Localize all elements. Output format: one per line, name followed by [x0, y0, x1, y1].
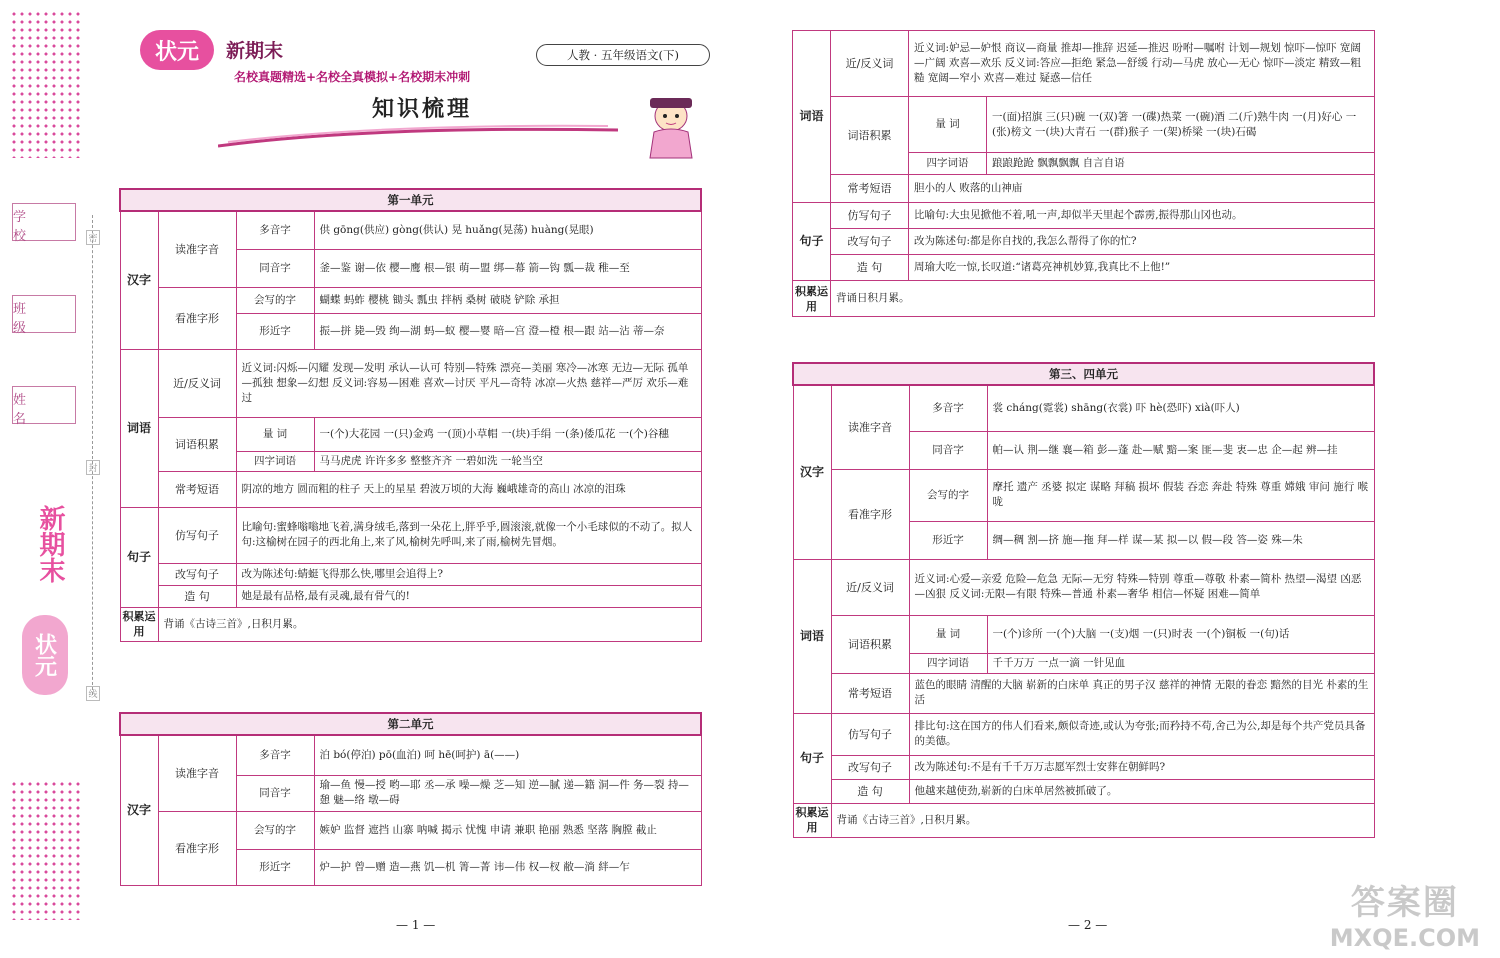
decorative-swoosh	[218, 118, 618, 148]
unit1-jilei-yun-label: 积累运用	[120, 607, 158, 641]
unit2-juzi: 句子	[793, 203, 831, 281]
unit34-zaoju-label: 造 句	[831, 779, 909, 803]
unit2-title: 第二单元	[120, 713, 701, 735]
unit2-duzhun: 读准字音	[158, 735, 236, 811]
unit2-hanzi: 汉字	[120, 735, 158, 885]
unit34-fangxie: 排比句:这在国方的伟人们看来,颇似奇迹,或认为夸张;而矜持不苟,舍己为公,却是每个共产党员具备的美德。	[909, 713, 1374, 755]
unit1-gaixie: 改为陈述句:蜻蜓飞得那么快,哪里会追得上?	[236, 563, 701, 585]
unit34-hanzi: 汉字	[793, 385, 831, 559]
unit1-kanzhun: 看准字形	[158, 287, 236, 349]
unit2-tongyin-label: 同音字	[236, 775, 314, 811]
school-field[interactable]	[12, 203, 76, 244]
unit34-gaixie-label: 改写句子	[831, 755, 909, 779]
unit2-liangci-label: 量 词	[909, 97, 987, 153]
unit34-huixie-label: 会写的字	[909, 469, 987, 521]
unit2-xingjin-label: 形近字	[236, 849, 314, 885]
unit34-fangxie-label: 仿写句子	[831, 713, 909, 755]
unit2-gaixie-label: 改写句子	[831, 229, 909, 255]
unit34-liangci-label: 量 词	[909, 615, 987, 653]
unit1-ciyu: 词语	[120, 349, 158, 507]
unit2-table-right	[792, 30, 1375, 317]
unit2-fangxie-label: 仿写句子	[831, 203, 909, 229]
unit34-sizi: 千千万万 一点一滴 一针见血	[987, 653, 1374, 673]
unit2-changkao: 胆小的人 败落的山神庙	[909, 175, 1375, 203]
unit1-duoyin-label: 多音字	[236, 211, 314, 249]
subtitle: 名校真题精选+名校全真模拟+名校期末冲刺	[234, 70, 471, 84]
unit1-jinfan: 近义词:闪烁—闪耀 发现—发明 承认—认可 特别—特殊 漂亮—美丽 寒冷—冰寒 无边—无际 孤单—孤独 想象—幻想 反义词:容易—困难 喜欢—讨厌 平凡—奇特 冰凉—火热 慈祥—严厉 欢乐—难过	[236, 349, 701, 417]
unit34-jilei-label: 词语积累	[831, 615, 909, 673]
cut-mark-xian: 线	[86, 686, 100, 701]
unit1-liangci-label: 量 词	[236, 417, 314, 451]
unit1-title: 第一单元	[120, 189, 701, 211]
unit2-liangci: 一(面)招旗 三(只)碗 一(双)箸 一(碟)热菜 一(碗)酒 二(斤)熟牛肉 一(月)好心 一(张)榜文 一(块)大青石 一(群)猴子 一(架)桥梁 一(块)石碣	[987, 97, 1375, 153]
unit34-tongyin-label: 同音字	[909, 431, 987, 469]
school-label: 学 校	[13, 210, 41, 244]
unit1-xingjin: 振—拼 毙—毁 绚—湖 蚂—蚁 樱—婴 暗—宫 澄—橙 根—跟 站—沾 蒂—奈	[314, 313, 701, 349]
cut-mark-mi: 密	[86, 230, 100, 245]
dot-pattern-bottom-left	[10, 780, 82, 920]
unit1-jilei-yun: 背诵《古诗三首》,日积月累。	[158, 607, 701, 641]
unit2-table-left	[119, 712, 702, 886]
unit1-sizi: 马马虎虎 许许多多 整整齐齐 一碧如洗 一轮当空	[314, 451, 701, 471]
unit34-xingjin: 绸—稠 割—挤 施—拖 拜—样 谋—某 拟—以 假—段 答—姿 殊—朱	[987, 521, 1374, 559]
page-number-1: — 1 —	[396, 918, 436, 932]
unit34-juzi: 句子	[793, 713, 831, 803]
unit34-tongyin: 帕—认 荆—继 襄—箱 彭—蓬 赴—赋 黯—案 匪—斐 衷—忠 企—起 辨—挂	[987, 431, 1374, 469]
unit34-liangci: 一(个)诊所 一(个)大脑 一(支)烟 一(只)时表 一(个)铜板 一(句)话	[987, 615, 1374, 653]
unit1-table	[119, 188, 702, 642]
unit34-jinfan: 近义词:心爱—亲爱 危险—危急 无际—无穷 特殊—特别 尊重—尊敬 朴素—简朴 热望—渴望 凶恶—凶狠 反义词:无限—有限 特殊—普通 朴素—奢华 相信—怀疑 困难—简单	[909, 559, 1374, 615]
unit1-zaoju-label: 造 句	[158, 585, 236, 607]
class-label: 班 级	[13, 302, 41, 336]
unit1-juzi: 句子	[120, 507, 158, 607]
unit34-gaixie: 改为陈述句:不是有千千万万志愿军烈士安葬在朝鲜吗?	[909, 755, 1374, 779]
name-label: 姓 名	[13, 393, 41, 427]
page-title: 知识梳理	[372, 96, 473, 122]
cut-mark-feng: 封	[86, 460, 100, 475]
vertical-brand-name: 新期末	[35, 505, 65, 583]
watermark-url: MXQE.COM	[1329, 924, 1480, 952]
unit2-ciyu: 词语	[793, 31, 831, 203]
unit1-tongyin-label: 同音字	[236, 249, 314, 287]
unit34-duoyin-label: 多音字	[909, 385, 987, 431]
unit2-jilei-yun-label: 积累运用	[793, 281, 831, 317]
unit1-zaoju: 她是最有品格,最有灵魂,最有骨气的!	[236, 585, 701, 607]
unit2-jinfan: 近义词:妒忌—妒恨 商议—商量 推却—推辞 迟延—推迟 吩咐—嘱咐 计划—规划 惊吓—惊吓 宽阔—广阔 欢喜—欢乐 反义词:答应—拒绝 紧急—舒缓 行动—马虎 放心—无心 惊吓—淡定 精致—粗糙 宽阔—窄小 欢喜—难过 疑惑—信任	[909, 31, 1375, 97]
page-number-2: — 2 —	[1068, 918, 1108, 932]
unit1-gaixie-label: 改写句子	[158, 563, 236, 585]
class-field[interactable]	[12, 295, 76, 336]
unit2-duoyin: 泊 bó(停泊) pō(血泊) 呵 hē(呵护) ā(——)	[314, 735, 701, 775]
unit34-ciyu: 词语	[793, 559, 831, 713]
unit34-xingjin-label: 形近字	[909, 521, 987, 559]
unit1-jilei-label: 词语积累	[158, 417, 236, 471]
unit34-sizi-label: 四字词语	[909, 653, 987, 673]
cut-line	[92, 215, 93, 695]
unit1-duzhun: 读准字音	[158, 211, 236, 287]
unit1-fangxie-label: 仿写句子	[158, 507, 236, 563]
unit2-jilei-label: 词语积累	[831, 97, 909, 175]
unit1-huixie: 蝴蝶 蚂蚱 樱桃 锄头 瓢虫 拌柄 桑树 破晓 铲除 承担	[314, 287, 701, 313]
unit2-sizi: 踉踉跄跄 飘飘飘飘 自言自语	[987, 153, 1375, 175]
unit34-huixie: 摩托 遗产 丞婆 拟定 谋略 拜稿 损坏 假装 吞恋 奔赴 特殊 尊重 嫦娥 审问 施行 喉咙	[987, 469, 1374, 521]
brand-logo: 状元	[140, 30, 214, 70]
unit1-jinfan-label: 近/反义词	[158, 349, 236, 417]
unit34-title: 第三、四单元	[793, 363, 1374, 385]
vertical-brand-logo: 状元	[22, 615, 68, 695]
watermark	[1330, 875, 1480, 952]
unit1-tongyin: 釜—鉴 谢—依 樱—鹰 根—银 萌—盟 绑—幕 箭—钩 瓢—裁 稚—至	[314, 249, 701, 287]
unit2-xingjin: 炉—护 曾—赠 造—燕 饥—机 箐—菁 讳—伟 权—杈 敝—淌 絆—乍	[314, 849, 701, 885]
dot-pattern-top-left	[10, 10, 82, 158]
unit1-sizi-label: 四字词语	[236, 451, 314, 471]
unit2-sizi-label: 四字词语	[909, 153, 987, 175]
unit2-kanzhun: 看准字形	[158, 811, 236, 885]
unit2-huixie-label: 会写的字	[236, 811, 314, 849]
unit2-jilei-yun: 背诵日积月累。	[831, 281, 1375, 317]
brand-name: 新期末	[226, 40, 284, 62]
unit2-tongyin: 瑜—鱼 慢—授 哟—耶 丞—承 噪—燥 芝—知 逆—腻 递—籍 洞—件 务—裂 持—憩 魅—络 墩—碍	[314, 775, 701, 811]
unit1-liangci: 一(个)大花园 一(只)金鸡 一(顶)小草帽 一(块)手绢 一(条)倭瓜花 一(个)谷穗	[314, 417, 701, 451]
unit1-huixie-label: 会写的字	[236, 287, 314, 313]
unit2-zaoju: 周瑜大吃一惊,长叹道:“诸葛亮神机妙算,我真比不上他!”	[909, 255, 1375, 281]
unit1-changkao-label: 常考短语	[158, 471, 236, 507]
unit2-jinfan-label: 近/反义词	[831, 31, 909, 97]
unit34-changkao-label: 常考短语	[831, 673, 909, 713]
unit2-gaixie: 改为陈述句:都是你自找的,我怎么帮得了你的忙?	[909, 229, 1375, 255]
unit34-jilei-yun: 背诵《古诗三首》,日积月累。	[831, 803, 1374, 837]
unit34-jilei-yun-label: 积累运用	[793, 803, 831, 837]
unit34-kanzhun: 看准字形	[831, 469, 909, 559]
unit1-fangxie: 比喻句:蜜蜂嗡嗡地飞着,满身绒毛,落到一朵花上,胖乎乎,圆滚滚,就像一个小毛球似的不动了。拟人句:这榆树在园子的西北角上,来了风,榆树先呼叫,来了雨,榆树先冒烟。	[236, 507, 701, 563]
unit34-duoyin: 裳 cháng(霓裳) shāng(衣裳) 吓 hè(恐吓) xià(吓人)	[987, 385, 1374, 431]
unit2-changkao-label: 常考短语	[831, 175, 909, 203]
unit34-changkao: 蓝色的眼睛 清醒的大脑 崭新的白床单 真正的男子汉 慈祥的神情 无限的眷恋 黯然的目光 朴素的生活	[909, 673, 1374, 713]
unit1-xingjin-label: 形近字	[236, 313, 314, 349]
unit1-duoyin: 供 gōng(供应) gòng(供认) 晃 huǎng(晃荡) huàng(晃眼)	[314, 211, 701, 249]
unit2-duoyin-label: 多音字	[236, 735, 314, 775]
unit34-jinfan-label: 近/反义词	[831, 559, 909, 615]
unit1-changkao: 阴凉的地方 圆而粗的柱子 天上的星星 碧波万顷的大海 巍峨雄奇的高山 冰凉的泪珠	[236, 471, 701, 507]
unit1-hanzi: 汉字	[120, 211, 158, 349]
grade-label: 人教 · 五年级语文(下)	[536, 44, 710, 66]
unit34-table	[792, 362, 1375, 838]
watermark-title: 答案圈	[1350, 883, 1459, 923]
unit34-duzhun: 读准字音	[831, 385, 909, 469]
unit2-zaoju-label: 造 句	[831, 255, 909, 281]
unit2-huixie: 嫉妒 监督 遮挡 山寨 呐喊 揭示 忧愧 申请 兼职 艳丽 熟悉 坚落 胸膛 截止	[314, 811, 701, 849]
unit2-fangxie: 比喻句:大虫见掀他不着,吼一声,却似半天里起个霹雳,振得那山冈也动。	[909, 203, 1375, 229]
scholar-mascot-icon	[636, 92, 706, 162]
name-field[interactable]	[12, 386, 76, 427]
unit34-zaoju: 他越来越使劲,崭新的白床单居然被抓破了。	[909, 779, 1374, 803]
